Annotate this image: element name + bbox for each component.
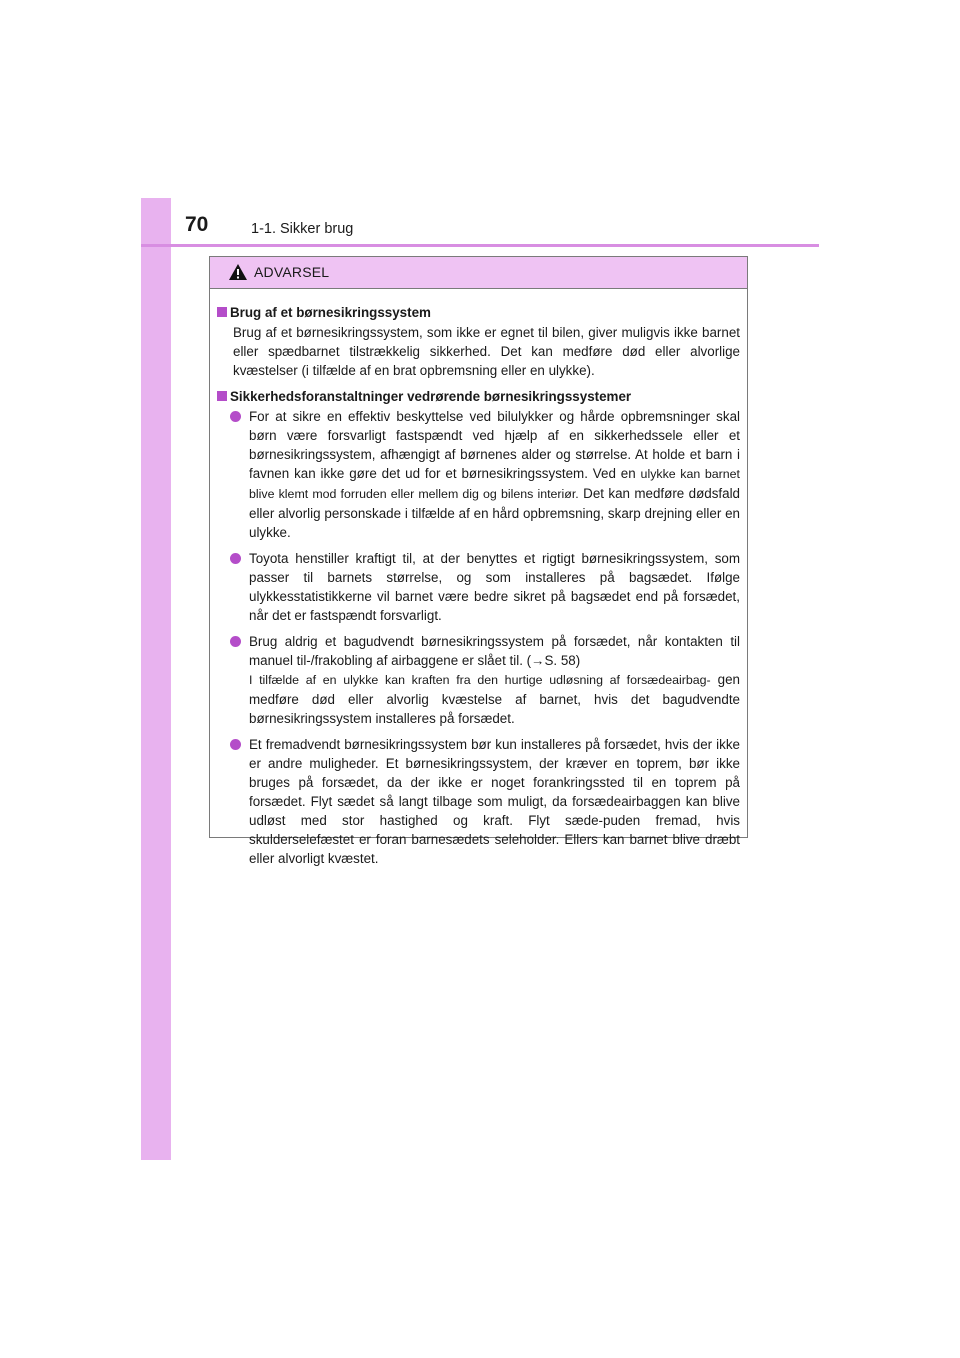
square-bullet-icon: [217, 307, 227, 317]
warning-triangle-icon: [228, 263, 248, 281]
warning-body: [210, 289, 747, 868]
section-title: 1-1. Sikker brug: [251, 221, 354, 237]
section-paragraph: Brug af et børnesikringssystem, som ikke er egnet til bilen, giver muligvis ikke barnet eller spædbarnet tilstrækkelig sikkerhed. Det kan medføre død eller alvorlige kvæstelser (i tilfælde af en brat opbremsning eller en ulykke).: [233, 325, 740, 378]
section-heading: Brug af et børnesikringssystem: [217, 303, 740, 322]
page-number: 70: [185, 213, 209, 236]
warning-header: [210, 257, 747, 289]
list-item: Toyota henstiller kraftigt til, at der benyttes et rigtigt børnesikringssystem, som passer til barnets størrelse, og som installeres på bagsædet. Ifølge ulykkesstatistikkerne vil barnet være bedre sikret på bagsædet end på forsædet, når det er fastspændt forsvarligt.: [249, 549, 740, 625]
list-item: Brug aldrig et bagudvendt børnesikringssystem på forsædet, når kontakten til manuel til-/frakobling af airbaggene er slået til. (→S. 58) I tilfælde af en ulykke kan kraften fra den hurtige udløsning af forsædeairbag- gen medføre død eller alvorlig kvæstelse af barnet, hvis det bagudvendte børnesikringssystem installeres på forsædet.: [249, 632, 740, 728]
list-item: For at sikre en effektiv beskyttelse ved bilulykker og hårde opbremsninger skal børn være forsvarligt fastspændt ved hjælp af en sikkerhedssele eller et børnesikringssystem, afhængigt af børnenes alder og størrelse. At holde et barn i favnen kan ikke gøre det ud for et børnesikringssystem. Ved en ulykke kan barnet blive klemt mod forruden eller mellem dig og bilens interiør. Det kan medføre dødsfald eller alvorlig personskade i tilfælde af en hård opbremsning, skarp drejning eller en ulykke.: [249, 407, 740, 542]
section-heading: Sikkerhedsforanstaltninger vedrørende børnesikringssystemer: [217, 387, 740, 406]
list-item: Et fremadvendt børnesikringssystem bør kun installeres på forsædet, hvis der ikke er andre muligheder. Et børnesikringssystem, der kræver en toprem, bør ikke bruges på forsædet, da der ikke er noget forankringssted til en toprem på forsædet. Flyt sædet så langt tilbage som muligt, da forsædeairbaggen kan blive udløst med stor hastighed og kraft. Flyt sæde-puden fremad, hvis skulderselefæstet er foran barnesædets seleholder. Ellers kan barnet blive dræbt eller alvorligt kvæstet.: [249, 735, 740, 868]
chapter-side-band: [141, 198, 171, 1160]
circle-bullet-icon: [230, 553, 241, 564]
square-bullet-icon: [217, 391, 227, 401]
circle-bullet-icon: [230, 636, 241, 647]
warning-box: [209, 256, 748, 866]
warning-label: ADVARSEL: [254, 264, 330, 280]
circle-bullet-icon: [230, 739, 241, 750]
circle-bullet-icon: [230, 411, 241, 422]
header-rule: [141, 244, 819, 247]
